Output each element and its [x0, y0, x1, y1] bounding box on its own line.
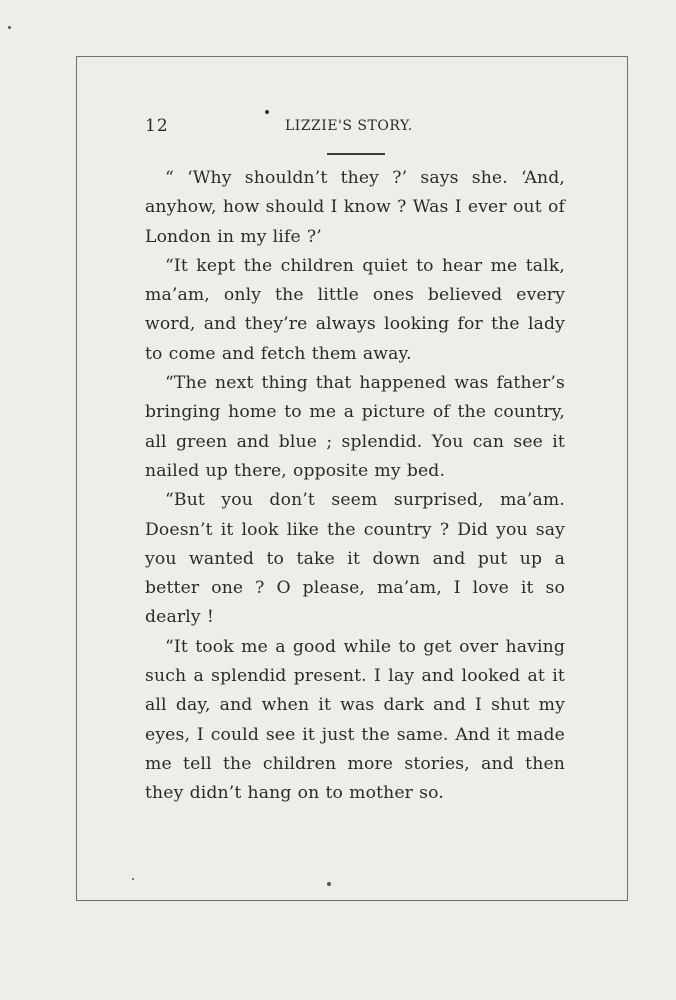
paragraph-3: “The next thing that happened was father’s bringing home to me a picture of the country, all green and blue ; splendid. You can see it nailed up there, opposite my bed.: [145, 373, 565, 481]
running-head: LIZZIE'S STORY.: [285, 118, 413, 134]
paper-speck: [327, 882, 331, 886]
paragraph-4: “But you don’t seem surprised, ma’am. Doesn’t it look like the country ? Did you say you wanted to take it down and put up a better one ? O please, ma’am, I love it so dearly !: [145, 490, 565, 628]
text-body: [145, 164, 565, 809]
paper-speck: [8, 26, 11, 29]
paragraph-1: “ ‘Why shouldn’t they ?’ says she. ‘And, anyhow, how should I know ? Was I ever out of London in my life ?’: [145, 168, 565, 247]
paper-speck: [132, 878, 134, 880]
ornament-dot: [265, 110, 269, 114]
page-header: [145, 106, 545, 146]
header-rule: [327, 153, 385, 155]
page-number: 12: [145, 116, 169, 136]
paragraph-5: “It took me a good while to get over having such a splendid present. I lay and looked at it all day, and when it was dark and I shut my eyes, I could see it just the same. And it made me tell the children more stories, and then they didn’t hang on to mother so.: [145, 636, 565, 804]
paragraph-2: “It kept the children quiet to hear me talk, ma’am, only the little ones believed every word, and they’re always looking for the lady to come and fetch them away.: [145, 255, 565, 364]
